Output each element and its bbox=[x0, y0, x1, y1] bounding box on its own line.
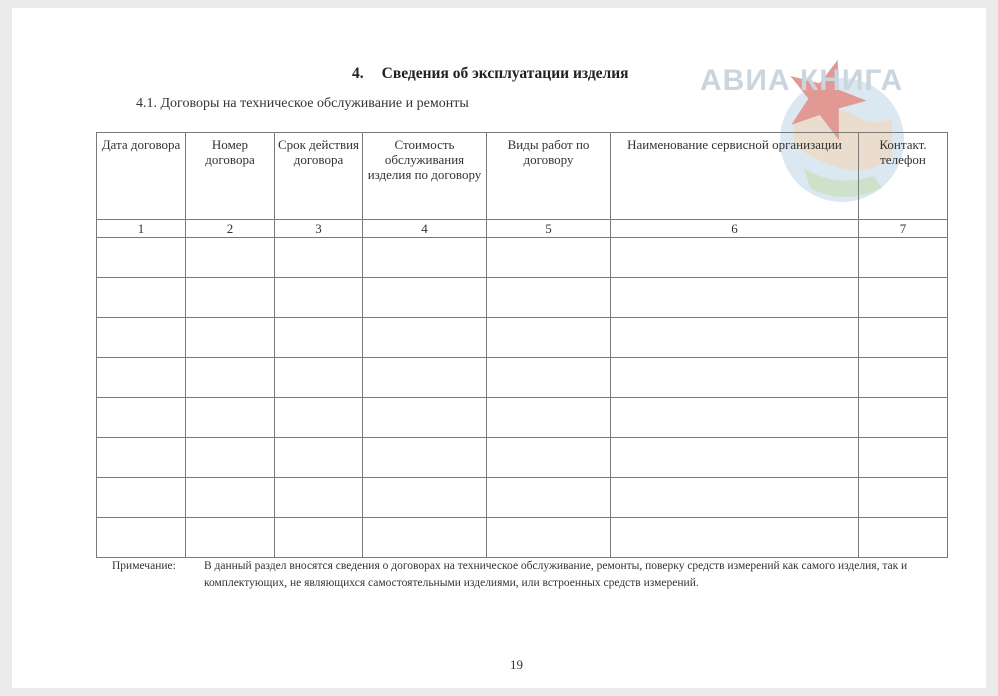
table-cell bbox=[186, 438, 275, 478]
header-cell: Наименование сервисной организации bbox=[611, 133, 859, 220]
table-row bbox=[97, 318, 948, 358]
table-cell bbox=[611, 438, 859, 478]
section-title: Сведения об эксплуатации изделия bbox=[381, 65, 629, 82]
header-cell: Номер договора bbox=[186, 133, 275, 220]
table-cell bbox=[859, 438, 948, 478]
table-header-row bbox=[97, 133, 948, 220]
table-row bbox=[97, 478, 948, 518]
column-number: 1 bbox=[97, 220, 186, 238]
header-cell: Дата договора bbox=[97, 133, 186, 220]
contracts-table bbox=[96, 132, 948, 558]
table-cell bbox=[363, 278, 487, 318]
column-number: 2 bbox=[186, 220, 275, 238]
page-number: 19 bbox=[510, 657, 523, 672]
table-cell bbox=[275, 318, 363, 358]
table-cell bbox=[363, 438, 487, 478]
table-cell bbox=[97, 438, 186, 478]
table-cell bbox=[97, 318, 186, 358]
table-cell bbox=[487, 358, 611, 398]
table-cell bbox=[97, 358, 186, 398]
table-cell bbox=[611, 238, 859, 278]
note-text: В данный раздел вносятся сведения о договорах на техническое обслуживание, ремонты, поверку средств измерений как самого изделия, так и комплектующих, не являющихся самостоятельными изделиями, или встроенных средств измерений. bbox=[204, 560, 908, 589]
table-cell bbox=[487, 238, 611, 278]
table-row bbox=[97, 438, 948, 478]
table-cell bbox=[97, 478, 186, 518]
table-cell bbox=[186, 278, 275, 318]
table-row bbox=[97, 278, 948, 318]
table-cell bbox=[611, 398, 859, 438]
table-cell bbox=[487, 478, 611, 518]
watermark-text: АВИА КНИГА bbox=[700, 64, 904, 97]
table-cell bbox=[186, 518, 275, 558]
table-cell bbox=[859, 478, 948, 518]
table-cell bbox=[186, 238, 275, 278]
table-cell bbox=[97, 278, 186, 318]
table-cell bbox=[859, 398, 948, 438]
table-row bbox=[97, 398, 948, 438]
header-cell: Срок действия договора bbox=[275, 133, 363, 220]
table-cell bbox=[859, 358, 948, 398]
column-number: 5 bbox=[487, 220, 611, 238]
table-cell bbox=[487, 438, 611, 478]
table-cell bbox=[363, 358, 487, 398]
section-heading bbox=[352, 65, 629, 83]
table-cell bbox=[487, 318, 611, 358]
table-cell bbox=[611, 358, 859, 398]
table-cell bbox=[275, 518, 363, 558]
table-row bbox=[97, 238, 948, 278]
column-number: 4 bbox=[363, 220, 487, 238]
note-label: Примечание: bbox=[112, 560, 176, 572]
header-cell: Стоимость обслуживания изделия по договору bbox=[363, 133, 487, 220]
table-cell bbox=[611, 518, 859, 558]
table-cell bbox=[363, 398, 487, 438]
subsection-title: 4.1. Договоры на техническое обслуживание и ремонты bbox=[136, 96, 469, 111]
table-cell bbox=[363, 478, 487, 518]
table-cell bbox=[186, 478, 275, 518]
table-cell bbox=[859, 238, 948, 278]
table-cell bbox=[275, 358, 363, 398]
table-cell bbox=[275, 238, 363, 278]
header-cell: Контакт. телефон bbox=[859, 133, 948, 220]
table-row bbox=[97, 518, 948, 558]
table-row bbox=[97, 358, 948, 398]
column-number-row bbox=[97, 220, 948, 238]
table-cell bbox=[275, 398, 363, 438]
table-cell bbox=[859, 518, 948, 558]
table-cell bbox=[611, 278, 859, 318]
table-cell bbox=[275, 478, 363, 518]
table-cell bbox=[487, 398, 611, 438]
table-cell bbox=[186, 358, 275, 398]
table-cell bbox=[487, 518, 611, 558]
document-page bbox=[12, 8, 986, 688]
section-number: 4. bbox=[352, 65, 364, 82]
table-cell bbox=[611, 318, 859, 358]
table-cell bbox=[611, 478, 859, 518]
column-number: 7 bbox=[859, 220, 948, 238]
table-cell bbox=[97, 518, 186, 558]
column-number: 3 bbox=[275, 220, 363, 238]
table-cell bbox=[363, 318, 487, 358]
table-cell bbox=[186, 398, 275, 438]
table-cell bbox=[275, 278, 363, 318]
table-cell bbox=[363, 518, 487, 558]
table-cell bbox=[487, 278, 611, 318]
note bbox=[112, 558, 952, 592]
header-cell: Виды работ по договору bbox=[487, 133, 611, 220]
table-cell bbox=[275, 438, 363, 478]
table-cell bbox=[97, 238, 186, 278]
table-cell bbox=[859, 278, 948, 318]
table-cell bbox=[859, 318, 948, 358]
table-cell bbox=[97, 398, 186, 438]
column-number: 6 bbox=[611, 220, 859, 238]
table-cell bbox=[186, 318, 275, 358]
table-cell bbox=[363, 238, 487, 278]
